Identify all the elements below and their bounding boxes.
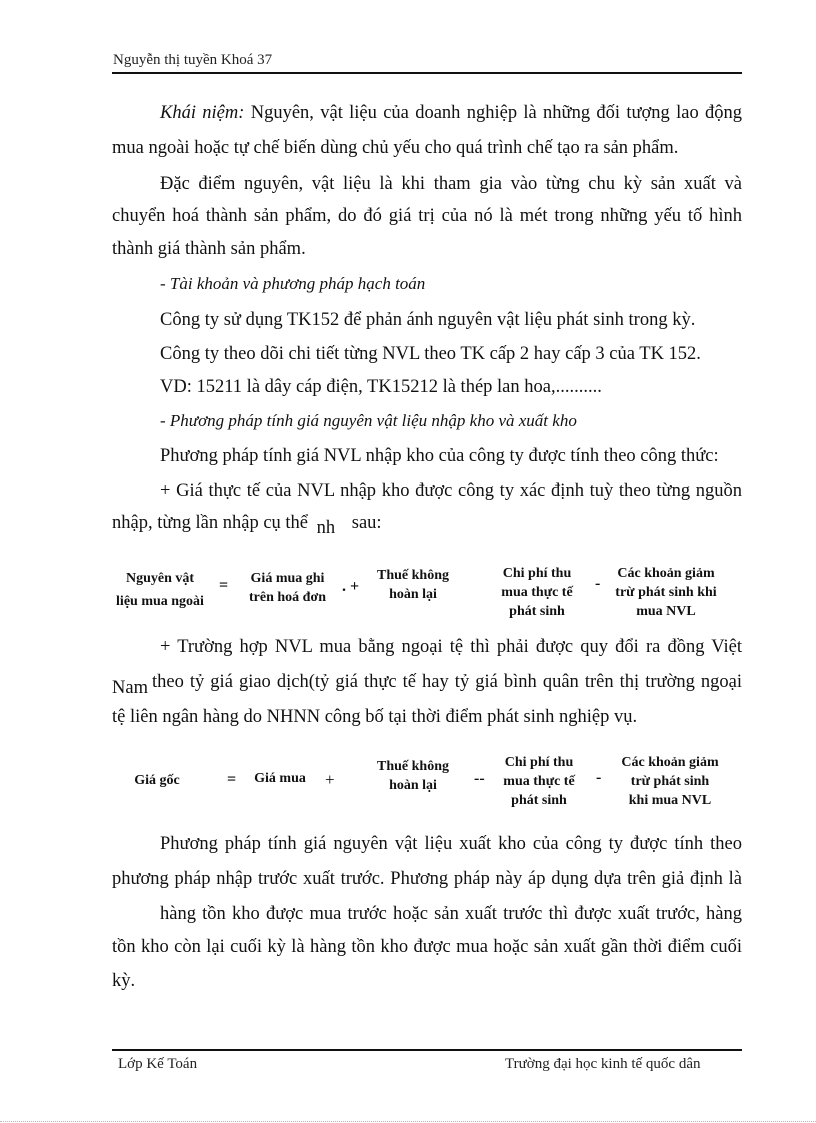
body-line: VD: 15211 là dây cáp điện, TK15212 là thép lan hoa,.......... [160,377,602,397]
body-line: tệ liên ngân hàng do NHNN công bố tại thời điểm phát sinh nghiệp vụ. [112,707,638,727]
formula-term: Thuế không hoàn lại [377,568,449,602]
section-heading-pricing: - Phương pháp tính giá nguyên vật liệu nhập kho và xuất kho [160,411,577,430]
definition-label: Khái niệm: [160,103,245,123]
body-text: nhập, từng lần nhập cụ thể [112,513,309,533]
body-line [112,513,382,538]
body-line: hàng tồn kho được mua trước hoặc sản xuất trước thì được xuất trước, hàng [160,904,742,924]
body-text: Nam [112,678,148,698]
body-line: chuyển hoá thành sản phẩm, do đó giá trị của nó là mét trong những yếu tố hình [112,206,742,226]
formula-term: Chi phí thu mua thực tế phát sinh [503,755,575,808]
formula-lhs: Nguyên vật liệu mua ngoài [116,571,204,609]
body-line: Công ty theo dõi chi tiết từng NVL theo TK cấp 2 hay cấp 3 của TK 152. [160,344,701,364]
formula-term: Giá mua [254,771,306,786]
body-line: kỳ. [112,971,136,991]
page-header: Nguyễn thị tuyền Khoá 37 [113,52,273,68]
body-line: phương pháp nhập trước xuất trước. Phương pháp này áp dụng dựa trên giả định là [112,869,742,889]
body-text: sau: [351,513,382,533]
minus-sign: - [596,769,602,786]
body-line: mua ngoài hoặc tự chế biến dùng chủ yếu cho quá trình chế tạo ra sản phẩm. [112,138,679,158]
minus-sign: -- [474,770,485,787]
body-line [160,103,742,123]
body-line: + Trường hợp NVL mua bằng ngoại tệ thì phải được quy đổi ra đồng Việt [160,637,742,657]
section-heading-accounts: - Tài khoản và phương pháp hạch toán [160,274,426,293]
formula-term: Thuế không hoàn lại [377,759,449,793]
body-line: thành giá thành sản phẩm. [112,239,306,259]
plus-sign: . + [342,578,360,595]
body-text: theo tỷ giá giao dịch(tỷ giá thực tế hay tỷ giá bình quân trên thị trường ngoại [151,672,742,692]
formula-term: Các khoản giảm trừ phát sinh khi mua NVL [621,755,719,808]
body-line: Phương pháp tính giá nguyên vật liệu xuất kho của công ty được tính theo [160,834,742,854]
body-line [112,672,742,698]
definition-text: Nguyên, vật liệu của doanh nghiệp là những đối tượng lao động [244,103,742,123]
formula-term: Chi phí thu mua thực tế phát sinh [501,566,573,619]
formula-term: Giá mua ghi trên hoá đơn [249,571,326,605]
body-line: Phương pháp tính giá NVL nhập kho của công ty được tính theo công thức: [160,446,719,466]
body-line: Công ty sử dụng TK152 để phản ánh nguyên vật liệu phát sinh trong kỳ. [160,310,696,330]
footer-left: Lớp Kế Toán [118,1056,198,1072]
equals-sign: = [219,577,229,594]
formula-term: Các khoản giảm trừ phát sinh khi mua NVL [615,566,717,619]
footer-right: Trường đại học kinh tế quốc dân [505,1056,701,1072]
body-line: Đặc điểm nguyên, vật liệu là khi tham gia vào từng chu kỳ sản xuất và [160,174,742,194]
body-text-fragment: nh [316,518,336,538]
body-line: + Giá thực tế của NVL nhập kho được công ty xác định tuỳ theo từng nguồn [160,481,742,501]
body-line: tồn kho còn lại cuối kỳ là hàng tồn kho được mua hoặc sản xuất gần thời điểm cuối [112,937,742,957]
formula-lhs: Giá gốc [134,773,180,788]
header-rule [112,72,742,74]
page-bottom-edge [0,1121,816,1122]
equals-sign: = [227,771,237,788]
footer-rule [112,1049,742,1051]
plus-sign: + [325,770,335,789]
minus-sign: - [595,575,601,592]
